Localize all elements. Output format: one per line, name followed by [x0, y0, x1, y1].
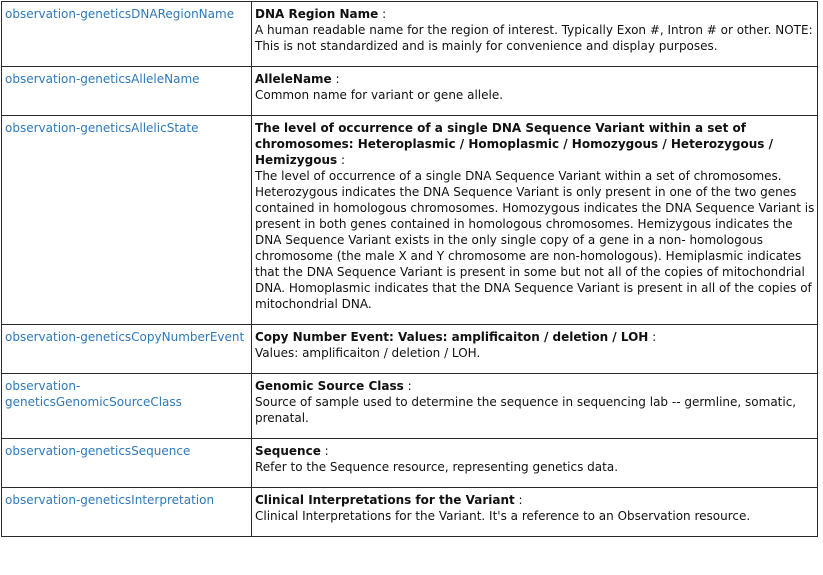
- definition-separator: :: [320, 444, 329, 458]
- extension-name-cell: [2, 67, 252, 116]
- extension-name-cell: [2, 374, 252, 439]
- table-row: [2, 67, 818, 116]
- definition-title: AlleleName: [255, 72, 332, 86]
- extension-name-cell: [2, 325, 252, 374]
- extension-link-allelic-state[interactable]: observation-geneticsAllelicState: [5, 121, 199, 135]
- definition-title: Sequence: [255, 444, 321, 458]
- definition-description: A human readable name for the region of interest. Typically Exon #, Intron # or other. NOTE: This is not standardized and is mainly for convenience and display purposes.: [255, 23, 813, 53]
- definition-separator: :: [331, 72, 340, 86]
- extension-definition-cell: [252, 67, 818, 116]
- extension-link-allele-name[interactable]: observation-geneticsAlleleName: [5, 72, 200, 86]
- extension-link-dna-region-name[interactable]: observation-geneticsDNARegionName: [5, 7, 235, 21]
- extension-name-cell: [2, 116, 252, 325]
- extension-definition-cell: [252, 439, 818, 488]
- definition-title: Clinical Interpretations for the Variant: [255, 493, 515, 507]
- definition-title: Copy Number Event: Values: amplificaiton / deletion / LOH: [255, 330, 649, 344]
- extension-link-genomic-source-class[interactable]: observation-geneticsGenomicSourceClass: [5, 379, 182, 409]
- definition-description: Refer to the Sequence resource, representing genetics data.: [255, 460, 619, 474]
- definition-separator: :: [378, 7, 387, 21]
- definition-separator: :: [403, 379, 412, 393]
- table-row: [2, 374, 818, 439]
- definition-title: The level of occurrence of a single DNA Sequence Variant within a set of chromosomes: Heteroplasmic / Homoplasmic / Homozygous / Heterozygous / Hemizygous: [255, 121, 773, 167]
- definition-title: Genomic Source Class: [255, 379, 404, 393]
- extension-name-cell: [2, 2, 252, 67]
- extension-definition-cell: [252, 325, 818, 374]
- extension-link-copy-number-event[interactable]: observation-geneticsCopyNumberEvent: [5, 330, 245, 344]
- extension-link-interpretation[interactable]: observation-geneticsInterpretation: [5, 493, 215, 507]
- extension-definition-cell: [252, 116, 818, 325]
- extension-name-cell: [2, 439, 252, 488]
- extension-definitions-table: [1, 1, 818, 537]
- table-row: [2, 325, 818, 374]
- definition-title: DNA Region Name: [255, 7, 379, 21]
- definition-description: Common name for variant or gene allele.: [255, 88, 504, 102]
- definition-description: Values: amplificaiton / deletion / LOH.: [255, 346, 481, 360]
- extension-definition-cell: [252, 488, 818, 537]
- extension-definition-cell: [252, 374, 818, 439]
- definition-description: Clinical Interpretations for the Variant. It's a reference to an Observation resource.: [255, 509, 751, 523]
- definition-separator: :: [648, 330, 657, 344]
- table-row: [2, 439, 818, 488]
- extension-link-sequence[interactable]: observation-geneticsSequence: [5, 444, 191, 458]
- definition-separator: :: [514, 493, 523, 507]
- table-row: [2, 2, 818, 67]
- table-row: [2, 488, 818, 537]
- definition-description: Source of sample used to determine the sequence in sequencing lab -- germline, somatic, prenatal.: [255, 395, 797, 425]
- definition-description: The level of occurrence of a single DNA Sequence Variant within a set of chromosomes. Heterozygous indicates the DNA Sequence Variant is only present in one of the two genes contained in homologous chromosomes. Homozygous indicates the DNA Sequence Variant is present in both genes contained in homologous chromosomes. Hemizygous indicates the DNA Sequence Variant exists in the only single copy of a gene in a non- homologous chromosome (the male X and Y chromosome are non-homologous). Hemiplasmic indicates that the DNA Sequence Variant is present in some but not all of the copies of mitochondrial DNA. Homoplasmic indicates that the DNA Sequence Variant is present in all of the copies of mitochondrial DNA.: [255, 169, 815, 311]
- extension-definition-cell: [252, 2, 818, 67]
- table-row: [2, 116, 818, 325]
- extension-name-cell: [2, 488, 252, 537]
- definition-separator: :: [337, 153, 345, 167]
